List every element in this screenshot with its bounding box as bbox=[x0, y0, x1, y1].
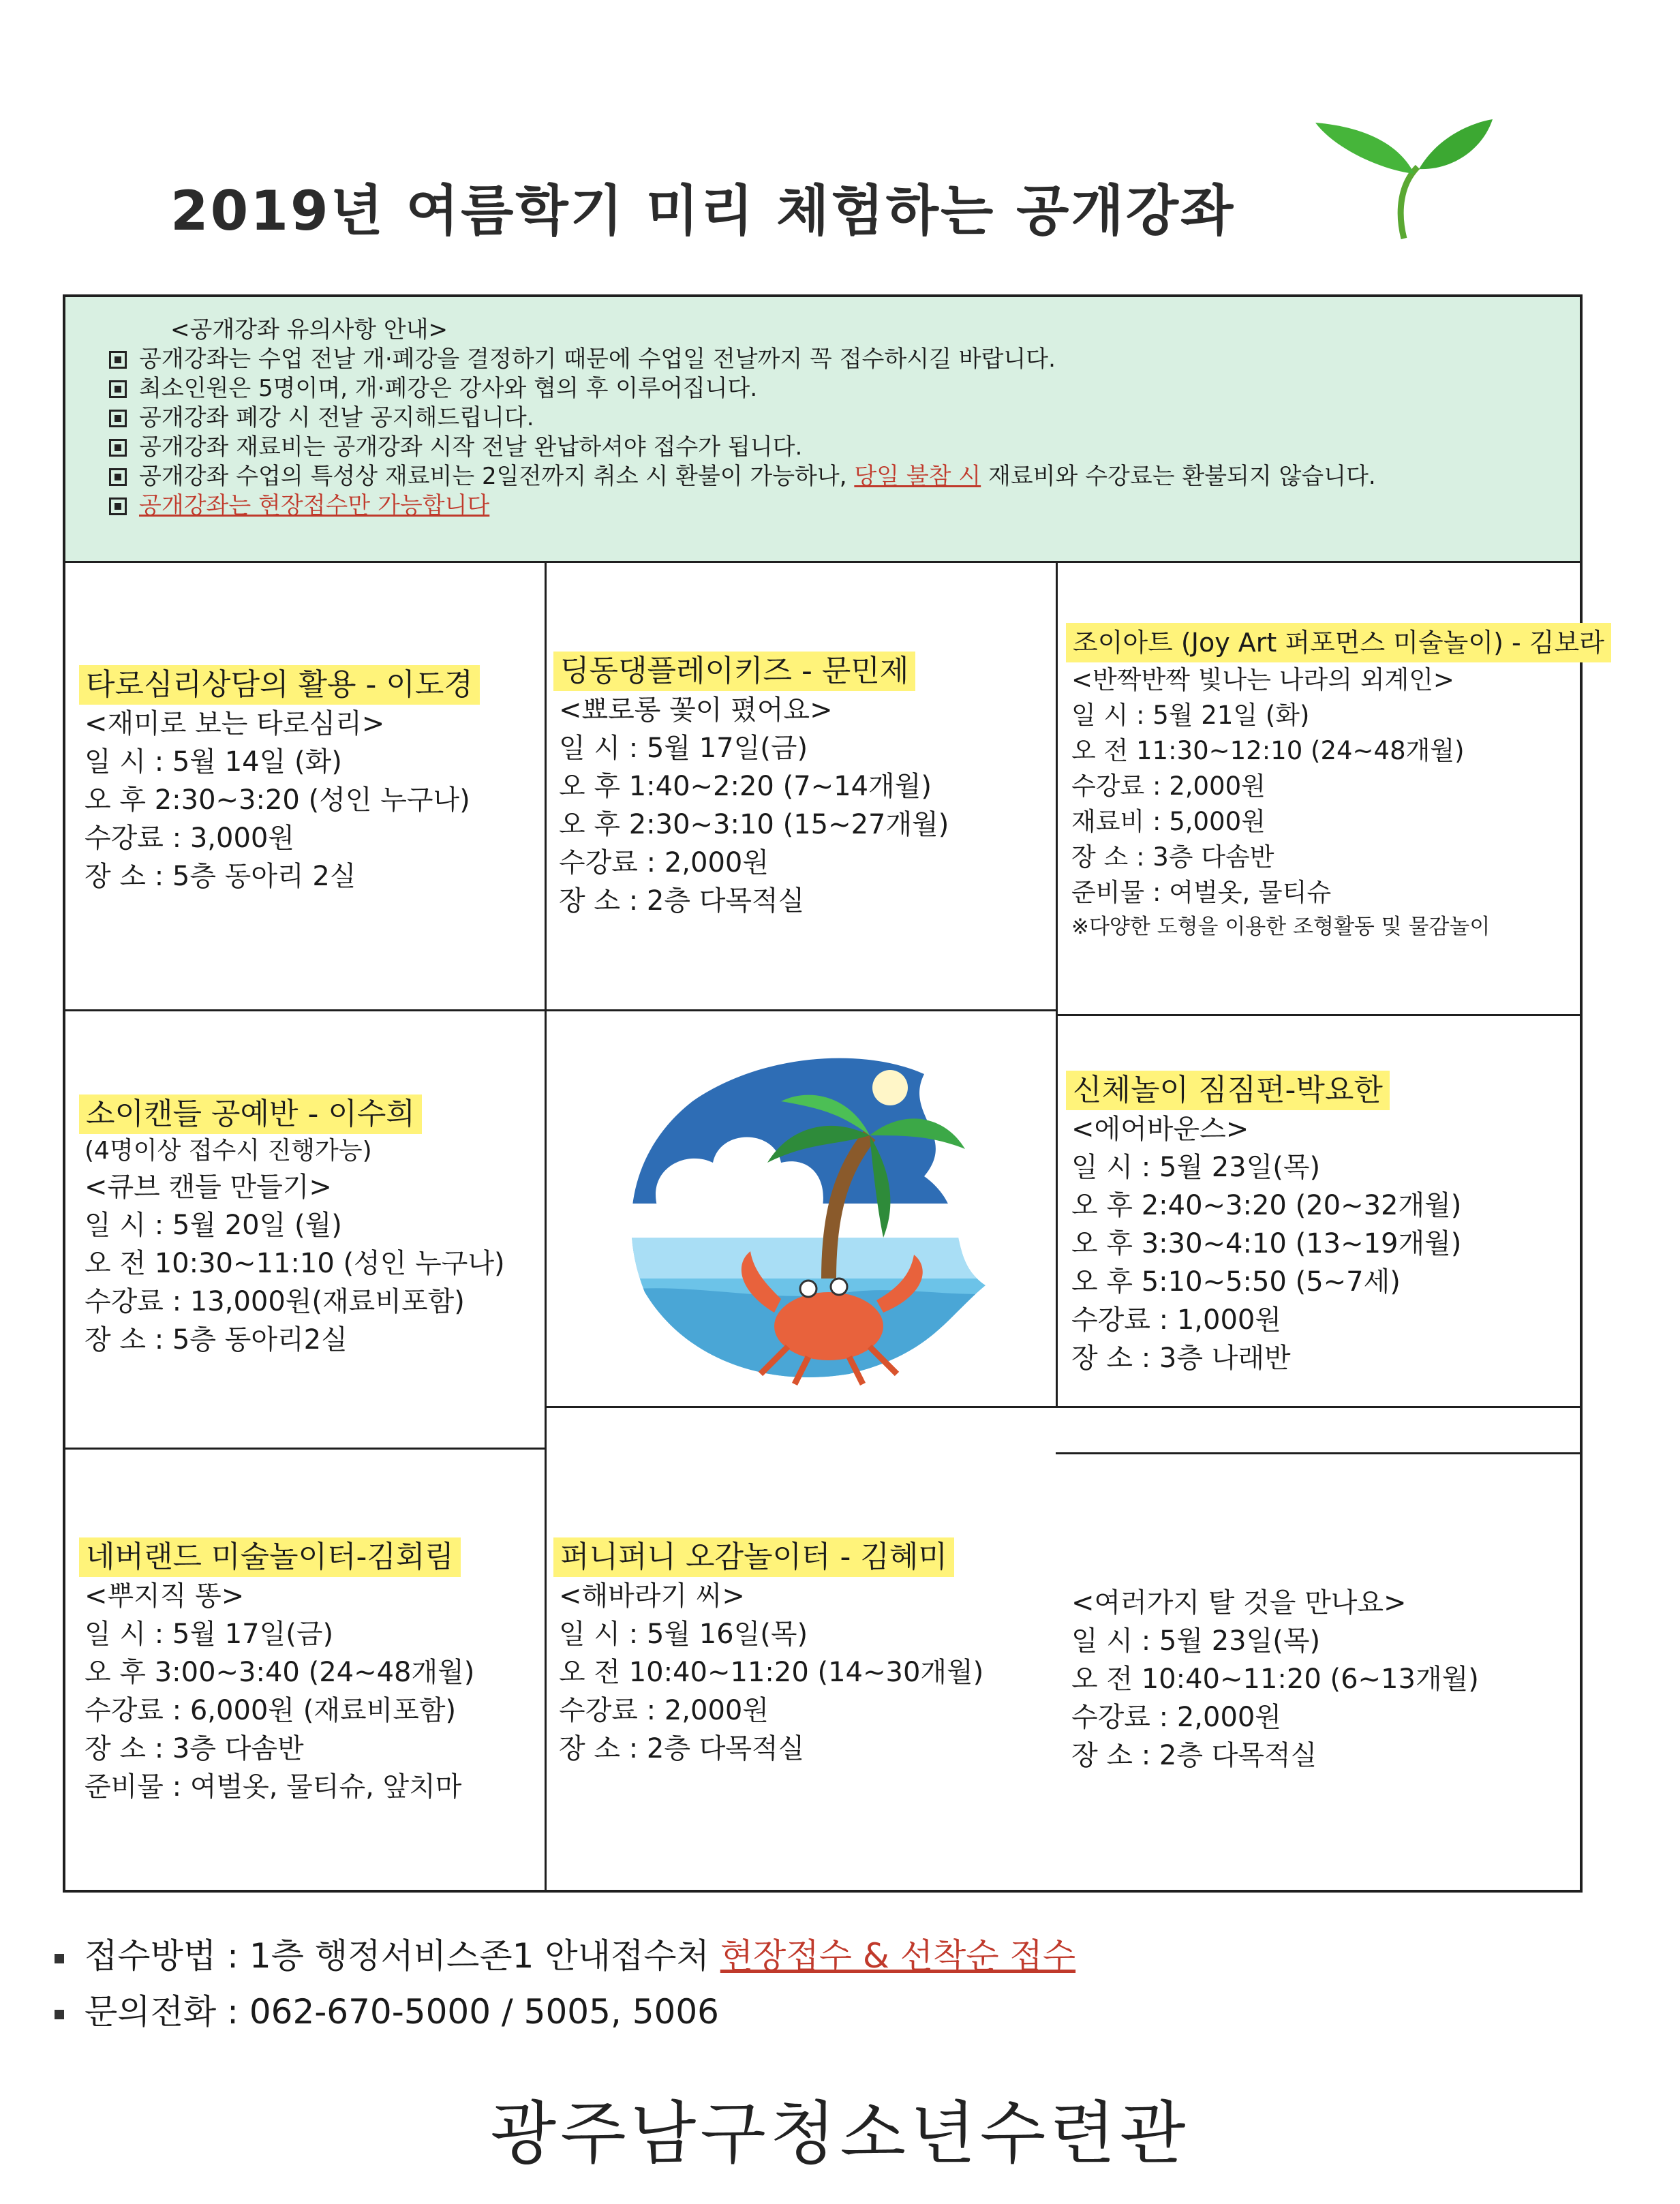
course-title: 조이아트 (Joy Art 퍼포먼스 미술놀이) - 김보라 bbox=[1066, 623, 1611, 662]
course-title: 신체놀이 짐짐펀-박요한 bbox=[1066, 1071, 1390, 1110]
sprout-icon bbox=[1295, 109, 1499, 245]
course-joyart: 조이아트 (Joy Art 퍼포먼스 미술놀이) - 김보라 <반짝반짝 빛나는 나라의 외계인> 일 시 : 5월 21일 (화) 오 전 11:30~12:10 (24~48개월) 수강료 : 2,000원 재료비 : 5,000원 장 소 : 3층 다솜반 준비물 : 여벌옷, 물티슈 ※다양한 도형을 이용한 조형활동 및 물감놀이 bbox=[1071, 623, 1576, 943]
notice-item: 공개강좌는 수업 전날 개·폐강을 결정하기 때문에 수업일 전날까지 꼭 접수하시길 바랍니다. bbox=[109, 345, 1580, 374]
registration-info: 접수방법 : 1층 행정서비스존1 안내접수처 현장접수 & 선착순 접수 bbox=[55, 1929, 1075, 1978]
course-title: 딩동댕플레이키즈 - 문민제 bbox=[553, 652, 915, 691]
registration-method: 현장접수 & 선착순 접수 bbox=[720, 1936, 1076, 1976]
notice-box bbox=[65, 297, 1580, 563]
square-bullet-icon bbox=[109, 380, 127, 398]
organization-name: 광주남구청소년수련관 bbox=[490, 2094, 1190, 2173]
course-funny-sensory: 퍼니퍼니 오감놀이터 - 김혜미 <해바라기 씨> 일 시 : 5월 16일(목) 오 전 10:40~11:20 (14~30개월) 수강료 : 2,000원 장 소 : 2층 다목적실 bbox=[559, 1537, 1050, 1768]
onsite-only-notice: 공개강좌는 현장접수만 가능합니다 bbox=[139, 492, 490, 519]
course-table bbox=[63, 294, 1604, 1893]
course-condition: (4명이상 접수시 진행가능) bbox=[85, 1137, 372, 1165]
page-title: 2019년 여름학기 미리 체험하는 공개강좌 bbox=[170, 179, 1236, 243]
course-body-play: 신체놀이 짐짐펀-박요한 <에어바운스> 일 시 : 5월 23일(목) 오 후 2:40~3:20 (20~32개월) 오 후 3:30~4:10 (13~19개월) 오 후 5:10~5:50 (5~7세) 수강료 : 1,000원 장 소 : 3층 나래반 bbox=[1071, 1071, 1576, 1377]
notice-heading: <공개강좌 유의사항 안내> bbox=[170, 316, 448, 343]
bullet-icon bbox=[55, 2010, 64, 2019]
course-title: 네버랜드 미술놀이터-김회림 bbox=[79, 1537, 461, 1577]
notice-item: 공개강좌 폐강 시 전날 공지해드립니다. bbox=[109, 403, 1580, 433]
course-title: 타로심리상담의 활용 - 이도경 bbox=[79, 665, 480, 705]
course-neverland: 네버랜드 미술놀이터-김회림 <뿌지직 똥> 일 시 : 5월 17일(금) 오 후 3:00~3:40 (24~48개월) 수강료 : 6,000원 (재료비포함) 장 소 : 3층 다솜반 준비물 : 여벌옷, 물티슈, 앞치마 bbox=[85, 1537, 534, 1806]
course-dingdong: 딩동댕플레이키즈 - 문민제 <뾰로롱 꽃이 폈어요> 일 시 : 5월 17일(금) 오 후 1:40~2:20 (7~14개월) 오 후 2:30~3:10 (15~27개월) 수강료 : 2,000원 장 소 : 2층 다목적실 bbox=[559, 652, 1050, 920]
square-bullet-icon bbox=[109, 439, 127, 457]
square-bullet-icon bbox=[109, 498, 127, 515]
beach-crab-illustration bbox=[604, 1033, 1013, 1394]
notice-item: 최소인원은 5명이며, 개·폐강은 강사와 협의 후 이루어집니다. bbox=[109, 374, 1580, 403]
notice-item: 공개강좌 재료비는 공개강좌 시작 전날 완납하셔야 접수가 됩니다. bbox=[109, 433, 1580, 462]
no-show-warning: 당일 불참 시 bbox=[854, 463, 981, 490]
course-title: 퍼니퍼니 오감놀이터 - 김혜미 bbox=[553, 1537, 954, 1577]
square-bullet-icon bbox=[109, 468, 127, 486]
notice-item bbox=[109, 491, 1580, 521]
course-title: 소이캔들 공예반 - 이수희 bbox=[79, 1095, 422, 1134]
bullet-icon bbox=[55, 1954, 64, 1963]
course-tarot: 타로심리상담의 활용 - 이도경 <재미로 보는 타로심리> 일 시 : 5월 14일 (화) 오 후 2:30~3:20 (성인 누구나) 수강료 : 3,000원 장 소 : 5층 동아리 2실 bbox=[85, 665, 534, 896]
course-soy-candle: 소이캔들 공예반 - 이수희 (4명이상 접수시 진행가능) <큐브 캔들 만들기> 일 시 : 5월 20일 (월) 오 전 10:30~11:10 (성인 누구나) 수강료 : 13,000원(재료비포함) 장 소 : 5층 동아리2실 bbox=[85, 1095, 534, 1359]
contact-phone: 문의전화 : 062-670-5000 / 5005, 5006 bbox=[55, 1985, 719, 2034]
square-bullet-icon bbox=[109, 410, 127, 427]
course-vehicles: <여러가지 탈 것을 만나요> 일 시 : 5월 23일(목) 오 전 10:40~11:20 (6~13개월) 수강료 : 2,000원 장 소 : 2층 다목적실 bbox=[1071, 1587, 1479, 1771]
notice-item: 공개강좌 수업의 특성상 재료비는 2일전까지 취소 시 환불이 가능하나, 당일 불참 시 재료비와 수강료는 환불되지 않습니다. bbox=[109, 462, 1580, 491]
square-bullet-icon bbox=[109, 351, 127, 369]
course-note: ※다양한 도형을 이용한 조형활동 및 물감놀이 bbox=[1071, 915, 1491, 939]
